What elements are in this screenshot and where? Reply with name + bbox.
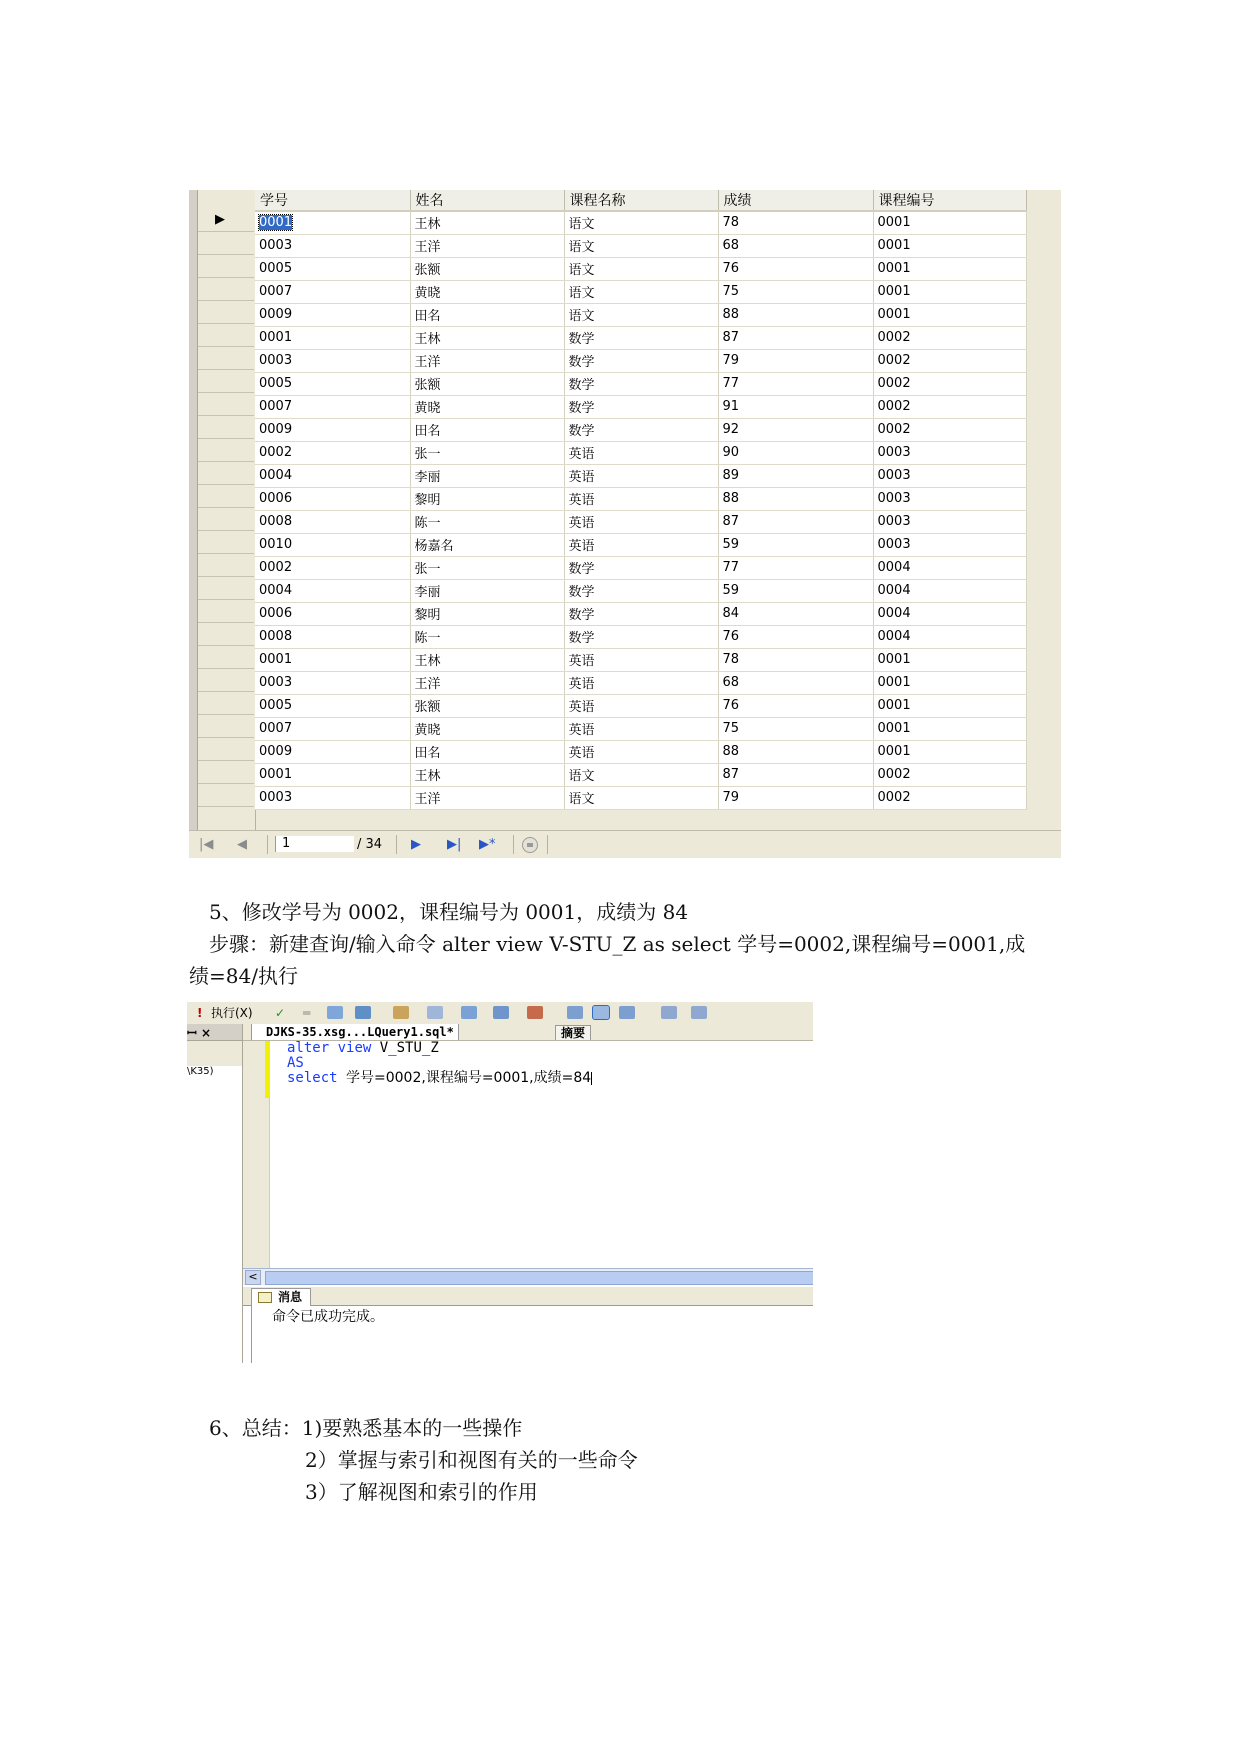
scroll-left-icon[interactable]: < bbox=[245, 1270, 261, 1285]
cell-course-name[interactable]: 数学 bbox=[564, 556, 718, 579]
cell-course-name[interactable]: 英语 bbox=[564, 648, 718, 671]
cell-student-id[interactable]: 0006 bbox=[255, 602, 410, 625]
table-row[interactable] bbox=[255, 579, 1026, 602]
cell-course-id[interactable]: 0001 bbox=[873, 671, 1026, 694]
code-line-1[interactable]: alter view V_STU_Z bbox=[287, 1040, 439, 1056]
intellisense-icon[interactable] bbox=[427, 1006, 443, 1019]
cell-student-id[interactable]: 0003 bbox=[255, 234, 410, 257]
cell-course-id[interactable]: 0002 bbox=[873, 418, 1026, 441]
row-header-cell[interactable] bbox=[198, 623, 254, 646]
row-header-cell[interactable] bbox=[198, 715, 254, 738]
column-header-course-id[interactable]: 课程编号 bbox=[873, 190, 1026, 211]
summary-heading: 6、总结：1)要熟悉基本的一些操作 bbox=[209, 1416, 523, 1440]
cell-score[interactable]: 59 bbox=[718, 533, 873, 556]
cell-student-id[interactable]: 0005 bbox=[255, 694, 410, 717]
cell-course-id[interactable]: 0002 bbox=[873, 326, 1026, 349]
row-header-cell[interactable] bbox=[198, 255, 254, 278]
results-file-icon[interactable] bbox=[619, 1006, 635, 1019]
cell-score[interactable]: 78 bbox=[718, 211, 873, 234]
cell-name[interactable]: 田名 bbox=[410, 303, 564, 326]
row-header-cell[interactable] bbox=[198, 278, 254, 301]
tab-summary[interactable]: 摘要 bbox=[555, 1025, 591, 1040]
cell-course-name[interactable]: 英语 bbox=[564, 510, 718, 533]
include-plan-icon[interactable] bbox=[493, 1006, 509, 1019]
cell-name[interactable]: 黎明 bbox=[410, 487, 564, 510]
cell-course-id[interactable]: 0003 bbox=[873, 533, 1026, 556]
row-header-cell[interactable] bbox=[198, 393, 254, 416]
cell-score[interactable]: 88 bbox=[718, 303, 873, 326]
row-header-cell[interactable] bbox=[198, 416, 254, 439]
row-header-cell[interactable] bbox=[198, 485, 254, 508]
results-text-icon[interactable] bbox=[567, 1006, 583, 1019]
cell-score[interactable]: 79 bbox=[718, 349, 873, 372]
cell-name[interactable]: 陈一 bbox=[410, 625, 564, 648]
row-header-cell[interactable] bbox=[198, 531, 254, 554]
cell-course-id[interactable]: 0001 bbox=[873, 234, 1026, 257]
cell-course-name[interactable]: 数学 bbox=[564, 372, 718, 395]
cell-score[interactable]: 88 bbox=[718, 740, 873, 763]
row-header-cell[interactable] bbox=[198, 738, 254, 761]
table-row[interactable] bbox=[255, 717, 1026, 740]
row-header-column bbox=[189, 190, 256, 830]
cell-name[interactable]: 王洋 bbox=[410, 234, 564, 257]
table-row[interactable] bbox=[255, 441, 1026, 464]
cell-student-id[interactable]: 0007 bbox=[255, 395, 410, 418]
table-row[interactable] bbox=[255, 740, 1026, 763]
text-caret bbox=[591, 1072, 592, 1085]
cell-course-id[interactable]: 0002 bbox=[873, 372, 1026, 395]
cell-score[interactable]: 87 bbox=[718, 510, 873, 533]
display-plan-icon[interactable] bbox=[461, 1006, 477, 1019]
row-header-cell[interactable] bbox=[198, 646, 254, 669]
cell-name[interactable]: 王林 bbox=[410, 648, 564, 671]
cell-course-id[interactable]: 0002 bbox=[873, 395, 1026, 418]
cell-course-id[interactable]: 0004 bbox=[873, 579, 1026, 602]
cell-course-id[interactable]: 0001 bbox=[873, 740, 1026, 763]
cell-student-id[interactable]: 0002 bbox=[255, 556, 410, 579]
cell-score[interactable]: 76 bbox=[718, 694, 873, 717]
cell-course-id[interactable]: 0003 bbox=[873, 441, 1026, 464]
indent-icon[interactable] bbox=[691, 1006, 707, 1019]
client-stats-icon[interactable] bbox=[527, 1006, 543, 1019]
cell-name[interactable]: 黄晓 bbox=[410, 395, 564, 418]
column-header-student-id[interactable]: 学号 bbox=[255, 190, 410, 211]
cell-name[interactable]: 李丽 bbox=[410, 579, 564, 602]
column-header-name[interactable]: 姓名 bbox=[410, 190, 564, 211]
cell-score[interactable]: 90 bbox=[718, 441, 873, 464]
cell-course-id[interactable]: 0004 bbox=[873, 602, 1026, 625]
row-header-cell[interactable] bbox=[198, 347, 254, 370]
cell-student-id[interactable]: 0001 bbox=[255, 763, 410, 786]
cell-score[interactable]: 75 bbox=[718, 717, 873, 740]
row-header-cell[interactable] bbox=[198, 462, 254, 485]
cell-name[interactable]: 田名 bbox=[410, 740, 564, 763]
grid-header-row bbox=[255, 190, 1026, 211]
cell-student-id[interactable]: 0001 bbox=[255, 326, 410, 349]
table-row[interactable] bbox=[255, 786, 1026, 809]
cell-score[interactable]: 91 bbox=[718, 395, 873, 418]
row-header-cell[interactable] bbox=[198, 692, 254, 715]
row-header-cell[interactable] bbox=[198, 370, 254, 393]
cell-course-name[interactable]: 英语 bbox=[564, 487, 718, 510]
table-row[interactable] bbox=[255, 625, 1026, 648]
cell-student-id[interactable]: 0006 bbox=[255, 487, 410, 510]
cell-course-id[interactable]: 0001 bbox=[873, 303, 1026, 326]
table-row[interactable] bbox=[255, 671, 1026, 694]
cell-student-id[interactable]: 0004 bbox=[255, 579, 410, 602]
cell-course-id[interactable]: 0003 bbox=[873, 464, 1026, 487]
cell-student-id[interactable]: 0003 bbox=[255, 671, 410, 694]
cell-name[interactable]: 张一 bbox=[410, 556, 564, 579]
current-row-icon: ▶ bbox=[215, 212, 225, 227]
cell-student-id[interactable]: 0009 bbox=[255, 303, 410, 326]
cell-score[interactable]: 76 bbox=[718, 625, 873, 648]
cell-student-id[interactable]: 0001 bbox=[255, 648, 410, 671]
message-icon bbox=[258, 1292, 272, 1303]
cell-course-name[interactable]: 语文 bbox=[564, 786, 718, 809]
cell-student-id[interactable]: 0005 bbox=[255, 372, 410, 395]
table-row[interactable] bbox=[255, 487, 1026, 510]
cell-course-name[interactable]: 语文 bbox=[564, 280, 718, 303]
cell-name[interactable]: 杨嘉名 bbox=[410, 533, 564, 556]
cell-course-name[interactable]: 数学 bbox=[564, 349, 718, 372]
summary-item-3: 3）了解视图和索引的作用 bbox=[305, 1480, 538, 1504]
cell-name[interactable]: 王林 bbox=[410, 211, 564, 234]
new-record-button[interactable]: ▶* bbox=[479, 837, 496, 852]
results-grid-icon[interactable] bbox=[593, 1006, 609, 1019]
cell-score[interactable]: 92 bbox=[718, 418, 873, 441]
cell-course-id[interactable]: 0001 bbox=[873, 280, 1026, 303]
cell-course-name[interactable]: 数学 bbox=[564, 579, 718, 602]
table-row[interactable] bbox=[255, 257, 1026, 280]
table-row[interactable] bbox=[255, 395, 1026, 418]
cell-student-id[interactable]: 0008 bbox=[255, 625, 410, 648]
object-explorer-pane bbox=[187, 1024, 243, 1363]
pane-pin-close[interactable]: ꟷ × bbox=[187, 1024, 242, 1041]
cell-course-name[interactable]: 数学 bbox=[564, 326, 718, 349]
cell-course-id[interactable]: 0002 bbox=[873, 763, 1026, 786]
results-grid-screenshot bbox=[189, 190, 1061, 858]
cell-course-id[interactable]: 0002 bbox=[873, 786, 1026, 809]
cell-course-name[interactable]: 数学 bbox=[564, 602, 718, 625]
execute-button[interactable]: 执行(X) bbox=[211, 1006, 253, 1020]
cell-name[interactable]: 黄晓 bbox=[410, 717, 564, 740]
cell-student-id[interactable]: 0003 bbox=[255, 349, 410, 372]
table-row[interactable] bbox=[255, 556, 1026, 579]
sql-editor[interactable] bbox=[243, 1024, 813, 1286]
row-header-strip bbox=[189, 190, 198, 830]
step5-description-cont: 绩=84/执行 bbox=[189, 964, 298, 988]
cell-student-id[interactable]: 0009 bbox=[255, 418, 410, 441]
cell-course-name[interactable]: 英语 bbox=[564, 533, 718, 556]
message-text: 命令已成功完成。 bbox=[272, 1309, 384, 1325]
cell-score[interactable]: 76 bbox=[718, 257, 873, 280]
column-header-score[interactable]: 成绩 bbox=[718, 190, 873, 211]
cell-course-name[interactable]: 语文 bbox=[564, 211, 718, 234]
stop-icon[interactable] bbox=[522, 837, 538, 853]
summary-item-2: 2）掌握与索引和视图有关的一些命令 bbox=[305, 1448, 638, 1472]
cell-course-id[interactable]: 0003 bbox=[873, 487, 1026, 510]
cell-course-name[interactable]: 语文 bbox=[564, 303, 718, 326]
cell-name[interactable]: 陈一 bbox=[410, 510, 564, 533]
results-icon[interactable] bbox=[327, 1006, 343, 1019]
tab-messages-label: 消息 bbox=[278, 1290, 303, 1304]
row-header-cell[interactable] bbox=[198, 577, 254, 600]
cell-course-id[interactable]: 0001 bbox=[873, 648, 1026, 671]
table-row[interactable] bbox=[255, 326, 1026, 349]
cell-course-name[interactable]: 语文 bbox=[564, 234, 718, 257]
cell-name[interactable]: 黄晓 bbox=[410, 280, 564, 303]
table-row[interactable] bbox=[255, 211, 1026, 234]
tab-messages[interactable] bbox=[251, 1288, 311, 1306]
cell-name[interactable]: 李丽 bbox=[410, 464, 564, 487]
cell-score[interactable]: 77 bbox=[718, 372, 873, 395]
prev-record-button[interactable]: ◀ bbox=[237, 837, 247, 852]
cell-student-id[interactable]: 0001 bbox=[255, 211, 410, 234]
row-header-cell[interactable] bbox=[198, 232, 254, 255]
table-row[interactable] bbox=[255, 648, 1026, 671]
cell-name[interactable]: 张额 bbox=[410, 372, 564, 395]
cell-name[interactable]: 张一 bbox=[410, 441, 564, 464]
cell-score[interactable]: 75 bbox=[718, 280, 873, 303]
record-navigator bbox=[189, 830, 1061, 858]
cell-course-name[interactable]: 英语 bbox=[564, 441, 718, 464]
table-row[interactable] bbox=[255, 303, 1026, 326]
editor-tabs bbox=[243, 1024, 813, 1041]
cell-name[interactable]: 王洋 bbox=[410, 786, 564, 809]
code-line-3[interactable]: select 学号=0002,课程编号=0001,成绩=84 bbox=[287, 1070, 592, 1086]
cell-score[interactable]: 59 bbox=[718, 579, 873, 602]
cell-name[interactable]: 王林 bbox=[410, 326, 564, 349]
cancel-query-icon[interactable]: ═ bbox=[303, 1006, 311, 1020]
horizontal-scrollbar[interactable] bbox=[243, 1268, 813, 1285]
cell-score[interactable]: 84 bbox=[718, 602, 873, 625]
cell-course-name[interactable]: 数学 bbox=[564, 395, 718, 418]
last-record-button[interactable]: ▶| bbox=[447, 837, 462, 852]
cell-course-name[interactable]: 语文 bbox=[564, 257, 718, 280]
row-header-cell[interactable] bbox=[198, 669, 254, 692]
cell-course-name[interactable]: 数学 bbox=[564, 418, 718, 441]
first-record-button[interactable]: |◀ bbox=[199, 837, 214, 852]
cell-score[interactable]: 68 bbox=[718, 671, 873, 694]
cell-score[interactable]: 77 bbox=[718, 556, 873, 579]
row-header-cell[interactable] bbox=[198, 784, 254, 807]
column-header-course-name[interactable]: 课程名称 bbox=[564, 190, 718, 211]
cell-student-id[interactable]: 0003 bbox=[255, 786, 410, 809]
execute-icon[interactable]: ! bbox=[197, 1006, 203, 1020]
cell-course-id[interactable]: 0001 bbox=[873, 211, 1026, 234]
table-row[interactable] bbox=[255, 763, 1026, 786]
scroll-thumb[interactable] bbox=[265, 1271, 813, 1285]
next-record-button[interactable]: ▶ bbox=[411, 837, 421, 852]
cell-student-id[interactable]: 0004 bbox=[255, 464, 410, 487]
cell-score[interactable]: 68 bbox=[718, 234, 873, 257]
cell-course-name[interactable]: 英语 bbox=[564, 740, 718, 763]
cell-name[interactable]: 王洋 bbox=[410, 671, 564, 694]
cell-name[interactable]: 张额 bbox=[410, 257, 564, 280]
cell-score[interactable]: 87 bbox=[718, 763, 873, 786]
data-grid[interactable] bbox=[255, 190, 1027, 810]
row-header-cell[interactable] bbox=[198, 554, 254, 577]
table-row[interactable] bbox=[255, 234, 1026, 257]
cell-name[interactable]: 王洋 bbox=[410, 349, 564, 372]
row-header-cell[interactable] bbox=[198, 508, 254, 531]
change-marker bbox=[265, 1041, 270, 1098]
record-total: / 34 bbox=[357, 837, 383, 852]
cell-course-name[interactable]: 语文 bbox=[564, 763, 718, 786]
cell-student-id[interactable]: 0005 bbox=[255, 257, 410, 280]
cell-score[interactable]: 89 bbox=[718, 464, 873, 487]
server-node[interactable]: \K35) bbox=[187, 1066, 242, 1082]
cell-course-id[interactable]: 0001 bbox=[873, 717, 1026, 740]
table-row[interactable] bbox=[255, 349, 1026, 372]
cell-course-name[interactable]: 英语 bbox=[564, 717, 718, 740]
cell-course-id[interactable]: 0004 bbox=[873, 556, 1026, 579]
query-designer-icon[interactable] bbox=[355, 1006, 371, 1019]
row-header-cell[interactable] bbox=[198, 600, 254, 623]
cell-student-id[interactable]: 0007 bbox=[255, 717, 410, 740]
parse-check-icon[interactable]: ✓ bbox=[275, 1006, 286, 1020]
cell-student-id[interactable]: 0002 bbox=[255, 441, 410, 464]
table-row[interactable] bbox=[255, 418, 1026, 441]
table-row[interactable] bbox=[255, 464, 1026, 487]
cell-course-id[interactable]: 0002 bbox=[873, 349, 1026, 372]
step5-description: 步骤：新建查询/输入命令 alter view V-STU_Z as select 学号=0002,课程编号=0001,成 bbox=[209, 932, 1026, 956]
cell-course-id[interactable]: 0001 bbox=[873, 694, 1026, 717]
code-line-2[interactable]: AS bbox=[287, 1055, 304, 1071]
table-row[interactable] bbox=[255, 510, 1026, 533]
cell-student-id[interactable]: 0009 bbox=[255, 740, 410, 763]
cell-course-id[interactable]: 0004 bbox=[873, 625, 1026, 648]
cell-name[interactable]: 田名 bbox=[410, 418, 564, 441]
row-header-cell[interactable] bbox=[198, 209, 254, 232]
query-editor-screenshot bbox=[187, 1002, 813, 1363]
table-row[interactable] bbox=[255, 280, 1026, 303]
table-row[interactable] bbox=[255, 372, 1026, 395]
edit-icon[interactable] bbox=[393, 1006, 409, 1019]
row-header-cell[interactable] bbox=[198, 301, 254, 324]
cell-course-id[interactable]: 0001 bbox=[873, 257, 1026, 280]
cell-course-name[interactable]: 英语 bbox=[564, 671, 718, 694]
cell-name[interactable]: 黎明 bbox=[410, 602, 564, 625]
cell-score[interactable]: 78 bbox=[718, 648, 873, 671]
messages-pane bbox=[243, 1287, 813, 1363]
cell-course-id[interactable]: 0003 bbox=[873, 510, 1026, 533]
cell-name[interactable]: 王林 bbox=[410, 763, 564, 786]
cell-student-id[interactable]: 0010 bbox=[255, 533, 410, 556]
cell-score[interactable]: 88 bbox=[718, 487, 873, 510]
record-position-input[interactable]: 1 bbox=[275, 836, 354, 852]
table-row[interactable] bbox=[255, 533, 1026, 556]
step5-heading: 5、修改学号为 0002，课程编号为 0001，成绩为 84 bbox=[209, 900, 689, 924]
table-row[interactable] bbox=[255, 694, 1026, 717]
cell-student-id[interactable]: 0007 bbox=[255, 280, 410, 303]
table-row[interactable] bbox=[255, 602, 1026, 625]
tab-query[interactable]: DJKS-35.xsg...LQuery1.sql* bbox=[251, 1024, 459, 1040]
cell-course-name[interactable]: 英语 bbox=[564, 464, 718, 487]
cell-score[interactable]: 87 bbox=[718, 326, 873, 349]
cell-course-name[interactable]: 英语 bbox=[564, 694, 718, 717]
cell-student-id[interactable]: 0008 bbox=[255, 510, 410, 533]
row-header-cell[interactable] bbox=[198, 761, 254, 784]
comment-icon[interactable] bbox=[661, 1006, 677, 1019]
cell-name[interactable]: 张额 bbox=[410, 694, 564, 717]
cell-score[interactable]: 79 bbox=[718, 786, 873, 809]
row-header-cell[interactable] bbox=[198, 439, 254, 462]
cell-course-name[interactable]: 数学 bbox=[564, 625, 718, 648]
row-header-cell[interactable] bbox=[198, 324, 254, 347]
editor-toolbar bbox=[187, 1002, 813, 1025]
